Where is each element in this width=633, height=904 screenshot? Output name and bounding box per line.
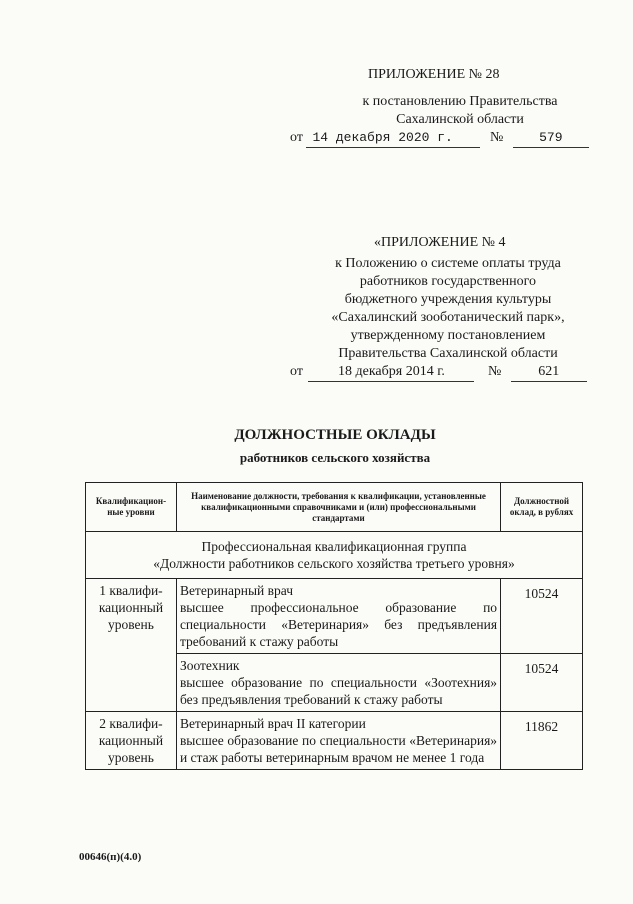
position-title: Зоотехник — [179, 658, 240, 673]
appendix-28-line2: Сахалинской области — [396, 112, 524, 127]
appendix-4-line-1: к Положению о системе оплаты труда — [335, 256, 561, 271]
table-row — [86, 579, 583, 654]
appendix-4-line-6: Правительства Сахалинской области — [338, 346, 558, 361]
salary-cell: 11862 — [501, 712, 583, 770]
from-label: от — [290, 130, 303, 145]
table-row — [86, 712, 583, 770]
page-title: ДОЛЖНОСТНЫЕ ОКЛАДЫ — [234, 427, 436, 443]
position-requirements: высшее профессиональное образование по специальности «Ветеринария» без предъявления требований к стажу работы — [179, 600, 498, 649]
appendix-4-date: 18 декабря 2014 г. — [308, 363, 474, 382]
appendix-28-line1: к постановлению Правительства — [362, 94, 558, 109]
column-header-levels: Квалификацион-ные уровни — [86, 483, 177, 532]
appendix-4-line-4: «Сахалинский зооботанический парк», — [331, 310, 565, 325]
column-header-positions: Наименование должности, требования к квалификации, установленные квалификационными справочниками и (или) профессиональными стандартами — [176, 483, 500, 532]
document-code: 00646(п)(4.0) — [79, 851, 142, 863]
appendix-28-date-row — [290, 129, 590, 148]
page-subtitle: работников сельского хозяйства — [239, 450, 431, 465]
appendix-28-title: ПРИЛОЖЕНИЕ № 28 — [368, 67, 500, 82]
appendix-4-title: «ПРИЛОЖЕНИЕ № 4 — [374, 235, 506, 250]
group-line-2: «Должности работников сельского хозяйства третьего уровня» — [153, 556, 515, 571]
from-label: от — [290, 364, 303, 379]
table-header-row — [86, 483, 583, 532]
position-requirements: высшее образование по специальности «Зоотехния» без предъявления требований к стажу работы — [179, 675, 498, 707]
salary-cell: 10524 — [501, 579, 583, 654]
position-requirements: высшее образование по специальности «Ветеринария» и стаж работы ветеринарным врачом не менее 1 года — [179, 733, 498, 765]
group-line-1: Профессиональная квалификационная группа — [201, 539, 467, 554]
appendix-4-number: 621 — [511, 363, 587, 382]
position-cell — [176, 579, 500, 654]
column-header-salary: Должностной оклад, в рублях — [501, 483, 583, 532]
salary-table — [85, 482, 583, 770]
number-label: № — [489, 130, 504, 145]
salary-cell: 10524 — [501, 654, 583, 712]
level-cell-1: 1 квалифи-кационный уровень — [86, 579, 177, 712]
appendix-4-date-row — [290, 363, 590, 382]
level-cell-2: 2 квалифи-кационный уровень — [86, 712, 177, 770]
group-row — [86, 532, 583, 579]
group-cell — [86, 532, 583, 579]
appendix-28-block — [290, 66, 590, 148]
appendix-4-line-2: работников государственного — [359, 274, 537, 289]
number-label: № — [487, 364, 502, 379]
appendix-4-line-5: утвержденному постановлением — [350, 328, 546, 343]
position-cell — [176, 712, 500, 770]
position-title: Ветеринарный врач — [179, 583, 294, 598]
position-title: Ветеринарный врач II категории — [179, 716, 366, 731]
appendix-4-line-3: бюджетного учреждения культуры — [344, 292, 552, 307]
appendix-28-date: 14 декабря 2020 г. — [306, 129, 480, 148]
position-cell — [176, 654, 500, 712]
appendix-28-number: 579 — [513, 129, 589, 148]
appendix-4-block — [290, 234, 590, 382]
